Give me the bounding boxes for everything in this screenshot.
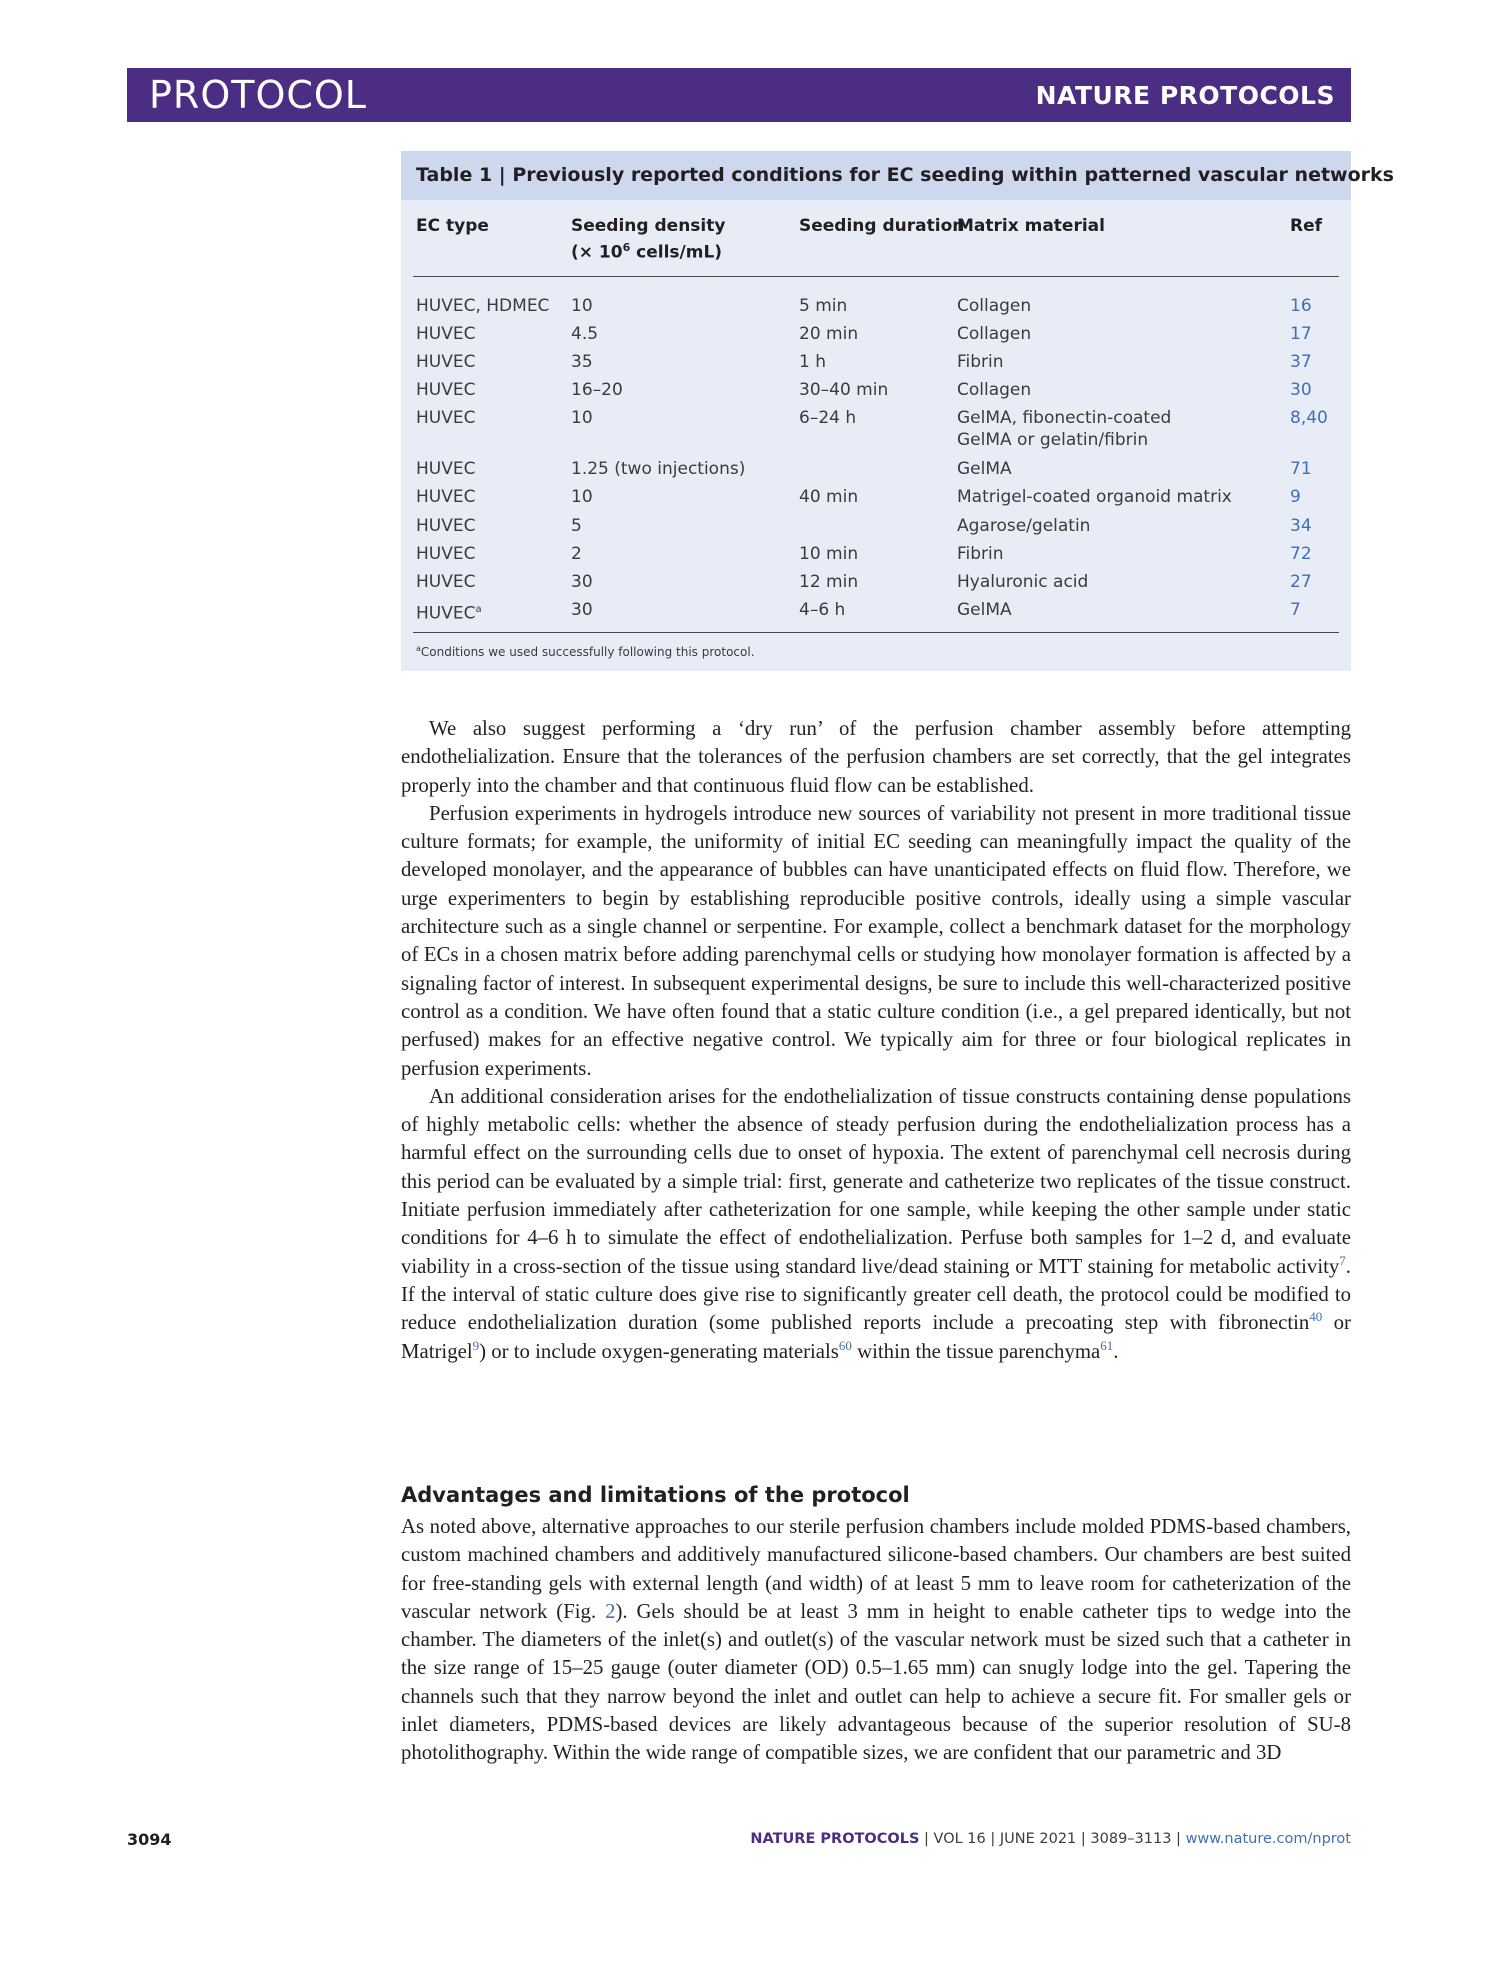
header-bar [127, 68, 1351, 122]
ref-link[interactable]: 7 [1290, 600, 1301, 620]
ref-link[interactable]: 8,40 [1290, 408, 1328, 428]
table-row: HUVEC 10 40 min Matrigel-coated organoid matrix 9 [416, 487, 1301, 507]
col-header-seeding-duration: Seeding duration [799, 216, 965, 236]
section-heading: Advantages and limitations of the protocol [401, 1483, 910, 1507]
table-1 [401, 151, 1394, 671]
citation-link[interactable]: 40 [1309, 1309, 1323, 1325]
table-row: HUVEC 1.25 (two injections) GelMA 71 [416, 459, 1312, 479]
ref-link[interactable]: 27 [1290, 572, 1312, 592]
ref-link[interactable]: 16 [1290, 296, 1312, 316]
ref-link[interactable]: 37 [1290, 352, 1312, 372]
journal-name: NATURE PROTOCOLS [1035, 81, 1335, 110]
table-row: HUVEC 30 12 min Hyaluronic acid 27 [416, 572, 1312, 592]
col-header-density-units: (× $10^6$ cells/mL) [571, 241, 723, 263]
table-row: HUVEC 35 1 h Fibrin 37 [416, 352, 1312, 372]
table-row: HUVEC 10 6–24 h GelMA, fibonectin-coated GelMA or gelatin/fibrin 8,40 [416, 408, 1328, 450]
ref-link[interactable]: 72 [1290, 544, 1312, 564]
body-text-advantages [401, 1513, 1351, 1768]
table-row: HUVEC 2 10 min Fibrin 72 [416, 544, 1312, 564]
table-row: HUVEC 16–20 30–40 min Collagen 30 [416, 380, 1312, 400]
ref-link[interactable]: 17 [1290, 324, 1312, 344]
footer-citation: NATURE PROTOCOLS | VOL 16 | JUNE 2021 | 3089–3113 | www.nature.com/nprot [750, 1831, 1351, 1847]
table-bottom-rule [413, 632, 1339, 633]
table-footnote: $^a$Conditions we used successfully following this protocol. [416, 644, 755, 659]
table-row: HUVEC$^a$ 30 4–6 h GelMA 7 [416, 600, 1301, 624]
ref-link[interactable]: 9 [1290, 487, 1301, 507]
col-header-density-line1: Seeding density [571, 216, 726, 236]
table-header-rule [413, 276, 1339, 277]
col-header-seeding-density [571, 215, 725, 264]
citation-link[interactable]: 7 [1339, 1252, 1346, 1268]
ref-link[interactable]: 71 [1290, 459, 1312, 479]
citation-link[interactable]: 9 [472, 1337, 480, 1353]
table-title-band [401, 151, 1394, 200]
figure-link[interactable]: 2 [605, 1599, 616, 1623]
citation-link[interactable]: 61 [1100, 1337, 1114, 1353]
paragraph-advantages: As noted above, alternative approaches to our sterile perfusion chambers include molded PDMS-based chambers, custom machined chambers and additively manufactured silicone-based chambers. Our chambers are best suited for free-standing gels with external length (and width) of at least 5 mm to leave room for catheterization of the vascular network (Fig. 2). Gels should be at least 3 mm in height to enable catheter tips to wedge into the chamber. The diameters of the inlet(s) and outlet(s) of the vascular network must be sized such that a catheter in the size range of 15–25 gauge (outer diameter (OD) 0.5–1.65 mm) can snugly lodge into the gel. Tapering the channels such that they narrow beyond the inlet and outlet can help to achieve a secure fit. For smaller gels or inlet diameters, PDMS-based devices are likely advantageous because of the superior resolution of SU-8 photolithography. Within the wide range of compatible sizes, we are confident that our parametric and 3D [401, 1515, 1351, 1765]
paragraph-hypoxia: An additional consideration arises for the endothelialization of tissue constructs containing dense populations of highly metabolic cells: whether the absence of steady perfusion during the endothelialization process has a harmful effect on the surrounding cells due to onset of hypoxia. The extent of parenchymal cell necrosis during this period can be evaluated by a simple trial: first, generate and catheterize two replicates of the tissue construct. Initiate perfusion immediately after catheterization for one sample, while keeping the other sample under static conditions for 4–6 h to simulate the effect of endothelialization. Perfuse both samples for 1–2 d, and evaluate viability in a cross-section of the tissue using standard live/dead staining or MTT staining for metabolic activity$^7$. If the interval of static culture does give rise to significantly greater cell death, the protocol could be modified to reduce endothelialization duration (some published reports include a precoating step with fibronectin$^{40}$ or Matrigel$^9$) or to include oxygen-generating materials$^{60}$ within the tissue parenchyma$^{61}$. [401, 1084, 1351, 1363]
ref-link[interactable]: 34 [1290, 516, 1312, 536]
ref-link[interactable]: 30 [1290, 380, 1312, 400]
body-text [401, 715, 1351, 1366]
journal-url-link[interactable]: www.nature.com/nprot [1185, 1831, 1351, 1847]
paragraph-dry-run: We also suggest performing a ‘dry run’ of the perfusion chamber assembly before attempting endothelialization. Ensure that the tolerances of the perfusion chambers are set correctly, that the gel integrates properly into the chamber and that continuous fluid flow can be established. [401, 717, 1351, 797]
col-header-ref: Ref [1290, 216, 1323, 236]
section-label: PROTOCOL [149, 73, 367, 117]
citation-link[interactable]: 60 [838, 1337, 852, 1353]
table-row: HUVEC, HDMEC 10 5 min Collagen 16 [416, 296, 1312, 316]
table-row: HUVEC 4.5 20 min Collagen 17 [416, 324, 1312, 344]
col-header-matrix-material: Matrix material [957, 216, 1105, 236]
table-row: HUVEC 5 Agarose/gelatin 34 [416, 516, 1312, 536]
table-title: Table 1 | Previously reported conditions for EC seeding within patterned vascular networks [416, 164, 1394, 186]
page-number: 3094 [127, 1830, 172, 1849]
paragraph-variability: Perfusion experiments in hydrogels introduce new sources of variability not present in more traditional tissue culture formats; for example, the uniformity of initial EC seeding can meaningfully impact the quality of the developed monolayer, and the appearance of bubbles can have unanticipated effects on fluid flow. Therefore, we urge experimenters to begin by establishing reproducible positive controls, ideally using a simple vascular architecture such as a single channel or serpentine. For example, collect a benchmark dataset for the morphology of ECs in a chosen matrix before adding parenchymal cells or studying how monolayer formation is affected by a signaling factor of interest. In subsequent experimental designs, be sure to include this well-characterized positive control as a condition. We have often found that a static culture condition (i.e., a gel prepared identically, but not perfused) makes for an effective negative control. We typically aim for three or four biological replicates in perfusion experiments. [401, 801, 1351, 1080]
col-header-ec-type: EC type [416, 216, 489, 236]
